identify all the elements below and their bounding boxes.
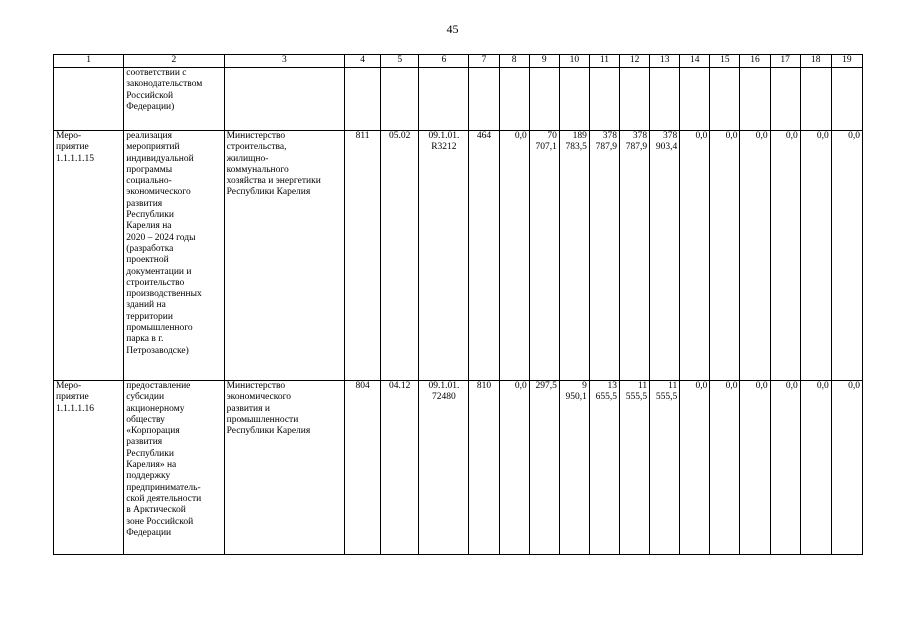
value-cell: 0,0 xyxy=(800,381,831,555)
header-cell: 18 xyxy=(800,55,831,68)
value-cell: 0,0 xyxy=(680,381,710,555)
description-cell: соответствии с законодательством Российской Федерации) xyxy=(124,68,224,131)
value-cell xyxy=(710,68,740,131)
value-cell: 0,0 xyxy=(710,131,740,381)
expense-type-cell: 464 xyxy=(469,131,499,381)
header-cell: 7 xyxy=(469,55,499,68)
value-cell: 297,5 xyxy=(529,381,559,555)
value-cell: 0,0 xyxy=(831,381,862,555)
value-cell xyxy=(831,68,862,131)
header-cell: 17 xyxy=(770,55,800,68)
table-row xyxy=(54,381,863,555)
header-cell: 13 xyxy=(650,55,680,68)
header-cell: 4 xyxy=(345,55,381,68)
executor-cell xyxy=(224,68,344,131)
code-cell xyxy=(54,68,124,131)
program-table xyxy=(53,54,863,555)
value-cell: 378 903,4 xyxy=(650,131,680,381)
header-cell: 1 xyxy=(54,55,124,68)
value-cell: 0,0 xyxy=(770,381,800,555)
target-article-cell: 09.1.01. R3212 xyxy=(419,131,469,381)
code-cell: Меро- приятие 1.1.1.1.15 xyxy=(54,131,124,381)
header-cell: 3 xyxy=(224,55,344,68)
value-cell xyxy=(770,68,800,131)
value-cell: 0,0 xyxy=(680,131,710,381)
value-cell xyxy=(800,68,831,131)
target-article-cell: 09.1.01. 72480 xyxy=(419,381,469,555)
value-cell: 0,0 xyxy=(499,381,529,555)
value-cell xyxy=(620,68,650,131)
value-cell xyxy=(529,68,559,131)
value-cell: 0,0 xyxy=(831,131,862,381)
value-cell: 11 555,5 xyxy=(620,381,650,555)
value-cell: 378 787,9 xyxy=(620,131,650,381)
value-cell: 0,0 xyxy=(499,131,529,381)
value-cell: 0,0 xyxy=(740,131,770,381)
value-cell: 0,0 xyxy=(710,381,740,555)
header-cell: 8 xyxy=(499,55,529,68)
header-cell: 2 xyxy=(124,55,224,68)
header-cell: 16 xyxy=(740,55,770,68)
value-cell: 70 707,1 xyxy=(529,131,559,381)
target-article-cell xyxy=(419,68,469,131)
header-cell: 14 xyxy=(680,55,710,68)
value-cell xyxy=(589,68,619,131)
value-cell: 378 787,9 xyxy=(589,131,619,381)
value-cell: 0,0 xyxy=(800,131,831,381)
header-cell: 5 xyxy=(381,55,419,68)
table-row xyxy=(54,131,863,381)
grbs-cell: 804 xyxy=(345,381,381,555)
header-cell: 10 xyxy=(559,55,589,68)
value-cell: 0,0 xyxy=(770,131,800,381)
section-cell xyxy=(381,68,419,131)
section-cell: 04.12 xyxy=(381,381,419,555)
header-cell: 6 xyxy=(419,55,469,68)
table-row xyxy=(54,68,863,131)
description-cell: предоставление субсидии акционерному обществу «Корпорация развития Республики Карелия» на поддержку предприниматель- ской деятельности в Арктической зоне Российской Федерации xyxy=(124,381,224,555)
header-cell: 9 xyxy=(529,55,559,68)
value-cell: 13 655,5 xyxy=(589,381,619,555)
header-cell: 19 xyxy=(831,55,862,68)
executor-cell: Министерство строительства, жилищно- коммунального хозяйства и энергетики Республики Карелия xyxy=(224,131,344,381)
value-cell xyxy=(499,68,529,131)
grbs-cell xyxy=(345,68,381,131)
value-cell xyxy=(650,68,680,131)
header-cell: 11 xyxy=(589,55,619,68)
expense-type-cell: 810 xyxy=(469,381,499,555)
grbs-cell: 811 xyxy=(345,131,381,381)
executor-cell: Министерство экономического развития и промышленности Республики Карелия xyxy=(224,381,344,555)
value-cell: 0,0 xyxy=(740,381,770,555)
value-cell: 189 783,5 xyxy=(559,131,589,381)
code-cell: Меро- приятие 1.1.1.1.16 xyxy=(54,381,124,555)
value-cell: 11 555,5 xyxy=(650,381,680,555)
expense-type-cell xyxy=(469,68,499,131)
page-number: 45 xyxy=(446,22,459,36)
value-cell xyxy=(559,68,589,131)
value-cell xyxy=(740,68,770,131)
header-cell: 15 xyxy=(710,55,740,68)
description-cell: реализация мероприятий индивидуальной программы социально- экономического развития Республики Карелия на 2020 – 2024 годы (разработка проектной документации и строительство производственных зданий на территории промышленного парка в г. Петрозаводске) xyxy=(124,131,224,381)
section-cell: 05.02 xyxy=(381,131,419,381)
header-cell: 12 xyxy=(620,55,650,68)
value-cell: 9 950,1 xyxy=(559,381,589,555)
header-row xyxy=(54,55,863,68)
value-cell xyxy=(680,68,710,131)
